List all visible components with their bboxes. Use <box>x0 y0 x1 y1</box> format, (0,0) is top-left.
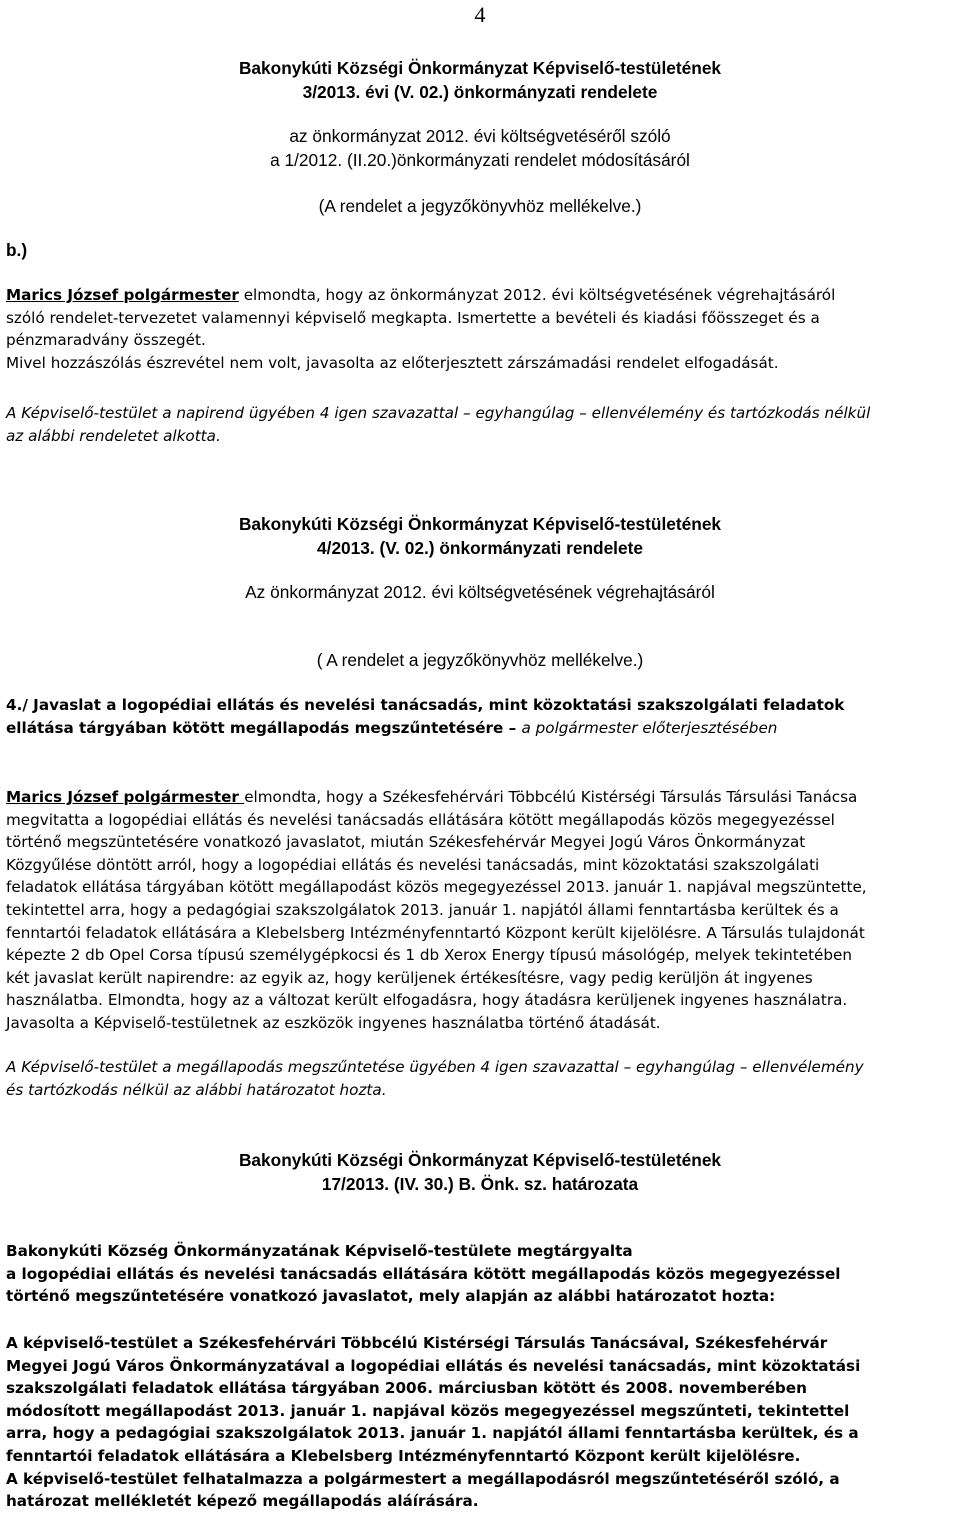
section-4-presenter: a polgármester előterjesztésében <box>521 718 778 737</box>
section-4-line8: képezte 2 db Opel Corsa típusú személygépkocsi és 1 db Xerox Energy típusú másológép, melyek tekintetében <box>6 946 852 965</box>
resolution-body-line6: fenntartói feladatok ellátására a Klebelsberg Intézményfenntartó Központ került kijelölésre. <box>6 1446 801 1465</box>
resolution-intro-line2: a logopédiai ellátás és nevelési tanácsadás ellátására kötött megállapodás közös megegyezéssel <box>6 1264 841 1283</box>
section-b-vote-line1: A Képviselő-testület a napirend ügyében 4 igen szavazattal – egyhangúlag – ellenvélemény és tartózkodás nélkül <box>6 404 871 422</box>
resolution-number: 17/2013. (IV. 30.) B. Önk. sz. határozata <box>321 1174 639 1194</box>
section-b-vote <box>6 402 953 447</box>
decree2-title: Bakonykúti Községi Önkormányzat Képviselő-testületének <box>238 514 722 534</box>
resolution-body-line7: A képviselő-testület felhatalmazza a polgármestert a megállapodásról megszűntetéséről szóló, a <box>6 1469 840 1488</box>
section-4-title <box>6 694 953 739</box>
section-4-line6: tekintettel arra, hogy a pedagógiai szakszolgálatok 2013. január 1. napjától állami fenntartásba kerültek és a <box>6 900 839 919</box>
section-b-line4: Mivel hozzászólás észrevétel nem volt, javasolta az előterjesztett zárszámadási rendelet elfogadását. <box>6 353 779 372</box>
decree2-number: 4/2013. (V. 02.) önkormányzati rendelete <box>317 538 643 558</box>
decree1-subject-line2: a 1/2012. (II.20.)önkormányzati rendelet módosításáról <box>270 150 690 170</box>
section-b-label: b.) <box>6 240 28 260</box>
resolution-body-line5: arra, hogy a pedagógiai szakszolgálatok 2013. január 1. napjától állami fenntartásba kerültek, és a <box>6 1424 859 1443</box>
section-b-speaker: Marics József polgármester <box>6 286 239 304</box>
section-4-title-line2: ellátása tárgyában kötött megállapodás megszűntetésére – <box>6 718 522 737</box>
section-4-line3: történő megszüntetésére vonatkozó javaslatot, miután Székesfehérvár Megyei Jogú Város Önkormányzat <box>6 833 806 852</box>
section-4-speaker: Marics József polgármester <box>6 788 245 806</box>
decree1-attachment-note: (A rendelet a jegyzőkönyvhöz mellékelve.) <box>318 196 642 216</box>
section-4-vote-line1: A Képviselő-testület a megállapodás megszűntetése ügyében 4 igen szavazattal – egyhangúlag – ellenvélemény <box>6 1058 864 1076</box>
section-b-line2: szóló rendelet-tervezetet valamennyi képviselő megkapta. Ismertette a bevételi és kiadási főösszeget és a <box>6 308 820 327</box>
resolution-body-line4: módosított megállapodást 2013. január 1. napjával közös megegyezéssel megszűnteti, tekintettel <box>6 1401 850 1420</box>
resolution-title: Bakonykúti Községi Önkormányzat Képviselő-testületének <box>238 1150 722 1170</box>
resolution-intro-line1: Bakonykúti Község Önkormányzatának Képviselő-testülete megtárgyalta <box>6 1242 633 1260</box>
section-4-vote <box>6 1056 953 1101</box>
section-4-title-line1: 4./ Javaslat a logopédiai ellátás és nevelési tanácsadás, mint közoktatási szakszolgálati feladatok <box>6 696 845 714</box>
decree2-attachment-note: ( A rendelet a jegyzőkönyvhöz mellékelve.) <box>316 650 644 670</box>
section-b-paragraph <box>6 284 953 374</box>
section-b-line3: pénzmaradvány összegét. <box>6 331 206 350</box>
resolution-body <box>6 1332 953 1513</box>
resolution-body-line8: határozat mellékletét képező megállapodás aláírására. <box>6 1492 479 1511</box>
section-4-line4: Közgyűlése döntött arról, hogy a logopédiai ellátás és nevelési tanácsadás, mint közoktatási szakszolgálati <box>6 855 820 874</box>
page-number: 4 <box>474 2 486 27</box>
resolution-body-line3: szakszolgálati feladatok ellátása tárgyában 2006. márciusban kötött és 2008. novemberében <box>6 1379 807 1398</box>
section-4-paragraph <box>6 786 953 1035</box>
section-b-text: elmondta, hogy az önkormányzat 2012. évi költségvetésének végrehajtásáról <box>238 286 836 304</box>
section-4-line7: fenntartói feladatok ellátására a Klebelsberg Intézményfenntartó Központ került kijelölésre. A Társulás tulajdonát <box>6 923 865 942</box>
decree1-number: 3/2013. évi (V. 02.) önkormányzati rendelete <box>302 82 658 102</box>
section-4-line11: Javasolta a Képviselő-testületnek az eszközök ingyenes használatba történő átadását. <box>6 1013 661 1032</box>
resolution-intro <box>6 1240 953 1308</box>
resolution-body-line1: A képviselő-testület a Székesfehérvári Többcélú Kistérségi Társulás Tanácsával, Székesfehérvár <box>6 1334 828 1352</box>
section-4-line2: megvitatta a logopédiai ellátás és nevelési tanácsadás ellátására kötött megállapodás közös megegyezéssel <box>6 810 835 829</box>
section-4-line1: elmondta, hogy a Székesfehérvári Többcélú Kistérségi Társulás Társulási Tanácsa <box>244 788 858 806</box>
section-b-vote-line2: az alábbi rendeletet alkotta. <box>6 426 221 445</box>
section-4-line9: két javaslat került napirendre: az egyik az, hogy kerüljenek értékesítésre, vagy pedig kerüljön át ingyenes <box>6 968 813 987</box>
section-4-vote-line2: és tartózkodás nélkül az alábbi határozatot hozta. <box>6 1080 387 1099</box>
decree1-subject-line1: az önkormányzat 2012. évi költségvetéséről szóló <box>289 126 671 146</box>
decree1-title: Bakonykúti Községi Önkormányzat Képviselő-testületének <box>238 58 722 78</box>
decree2-subject: Az önkormányzat 2012. évi költségvetésének végrehajtásáról <box>245 582 715 602</box>
resolution-intro-line3: történő megszűntetésére vonatkozó javaslatot, mely alapján az alábbi határozatot hozta: <box>6 1287 776 1306</box>
resolution-body-line2: Megyei Jogú Város Önkormányzatával a logopédiai ellátás és nevelési tanácsadás, mint közoktatási <box>6 1356 861 1375</box>
section-4-line10: használatba. Elmondta, hogy az a változat került elfogadásra, hogy átadásra kerüljenek ingyenes használatra. <box>6 991 848 1010</box>
section-4-line5: feladatok ellátása tárgyában kötött megállapodást közös megegyezéssel 2013. január 1. napjával megszüntette, <box>6 878 867 897</box>
